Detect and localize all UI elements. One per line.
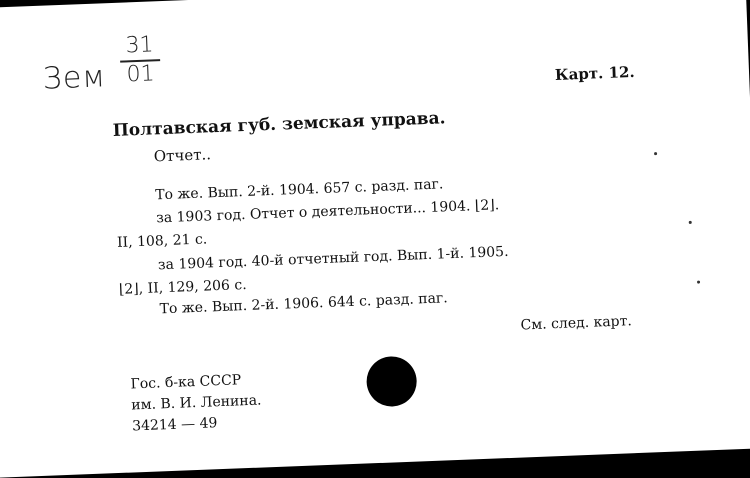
stamp-line: Гос. б-ка СССР (130, 372, 242, 393)
stamp-line: 34214 — 49 (131, 415, 218, 435)
author-heading: Полтавская губ. земская управа. (112, 108, 446, 141)
entry-line: То же. Вып. 2-й. 1906. 644 с. разд. паг. (159, 290, 448, 318)
shelf-code-fraction (119, 33, 161, 86)
entry-line: за 1903 год. Отчет о деятельности... 1904. ⌊2⌋. (155, 197, 500, 227)
stamp-line: им. В. И. Ленина. (131, 392, 262, 414)
card-number: Карт. 12. (554, 62, 635, 84)
shelf-code-denominator: 01 (126, 61, 156, 88)
library-stamp (130, 370, 263, 438)
shelf-code-numerator: 31 (125, 32, 155, 59)
entry-line: То же. Вып. 2-й. 1904. 657 с. разд. паг. (155, 176, 444, 204)
entry-line: II, 108, 21 с. (116, 231, 208, 251)
entry-line: ⌊2⌋, II, 129, 206 с. (118, 276, 247, 298)
see-next-card-note: См. след. карт. (520, 313, 633, 334)
entry-line: за 1904 год. 40-й отчетный год. Вып. 1-й. 1905. (157, 243, 509, 274)
card-punch-hole (366, 356, 418, 408)
dust-speck (697, 281, 700, 284)
title-heading: Отчет.. (153, 145, 212, 166)
shelf-code-prefix: Зем (42, 59, 107, 97)
dust-speck (654, 152, 657, 155)
dust-speck (689, 221, 692, 224)
